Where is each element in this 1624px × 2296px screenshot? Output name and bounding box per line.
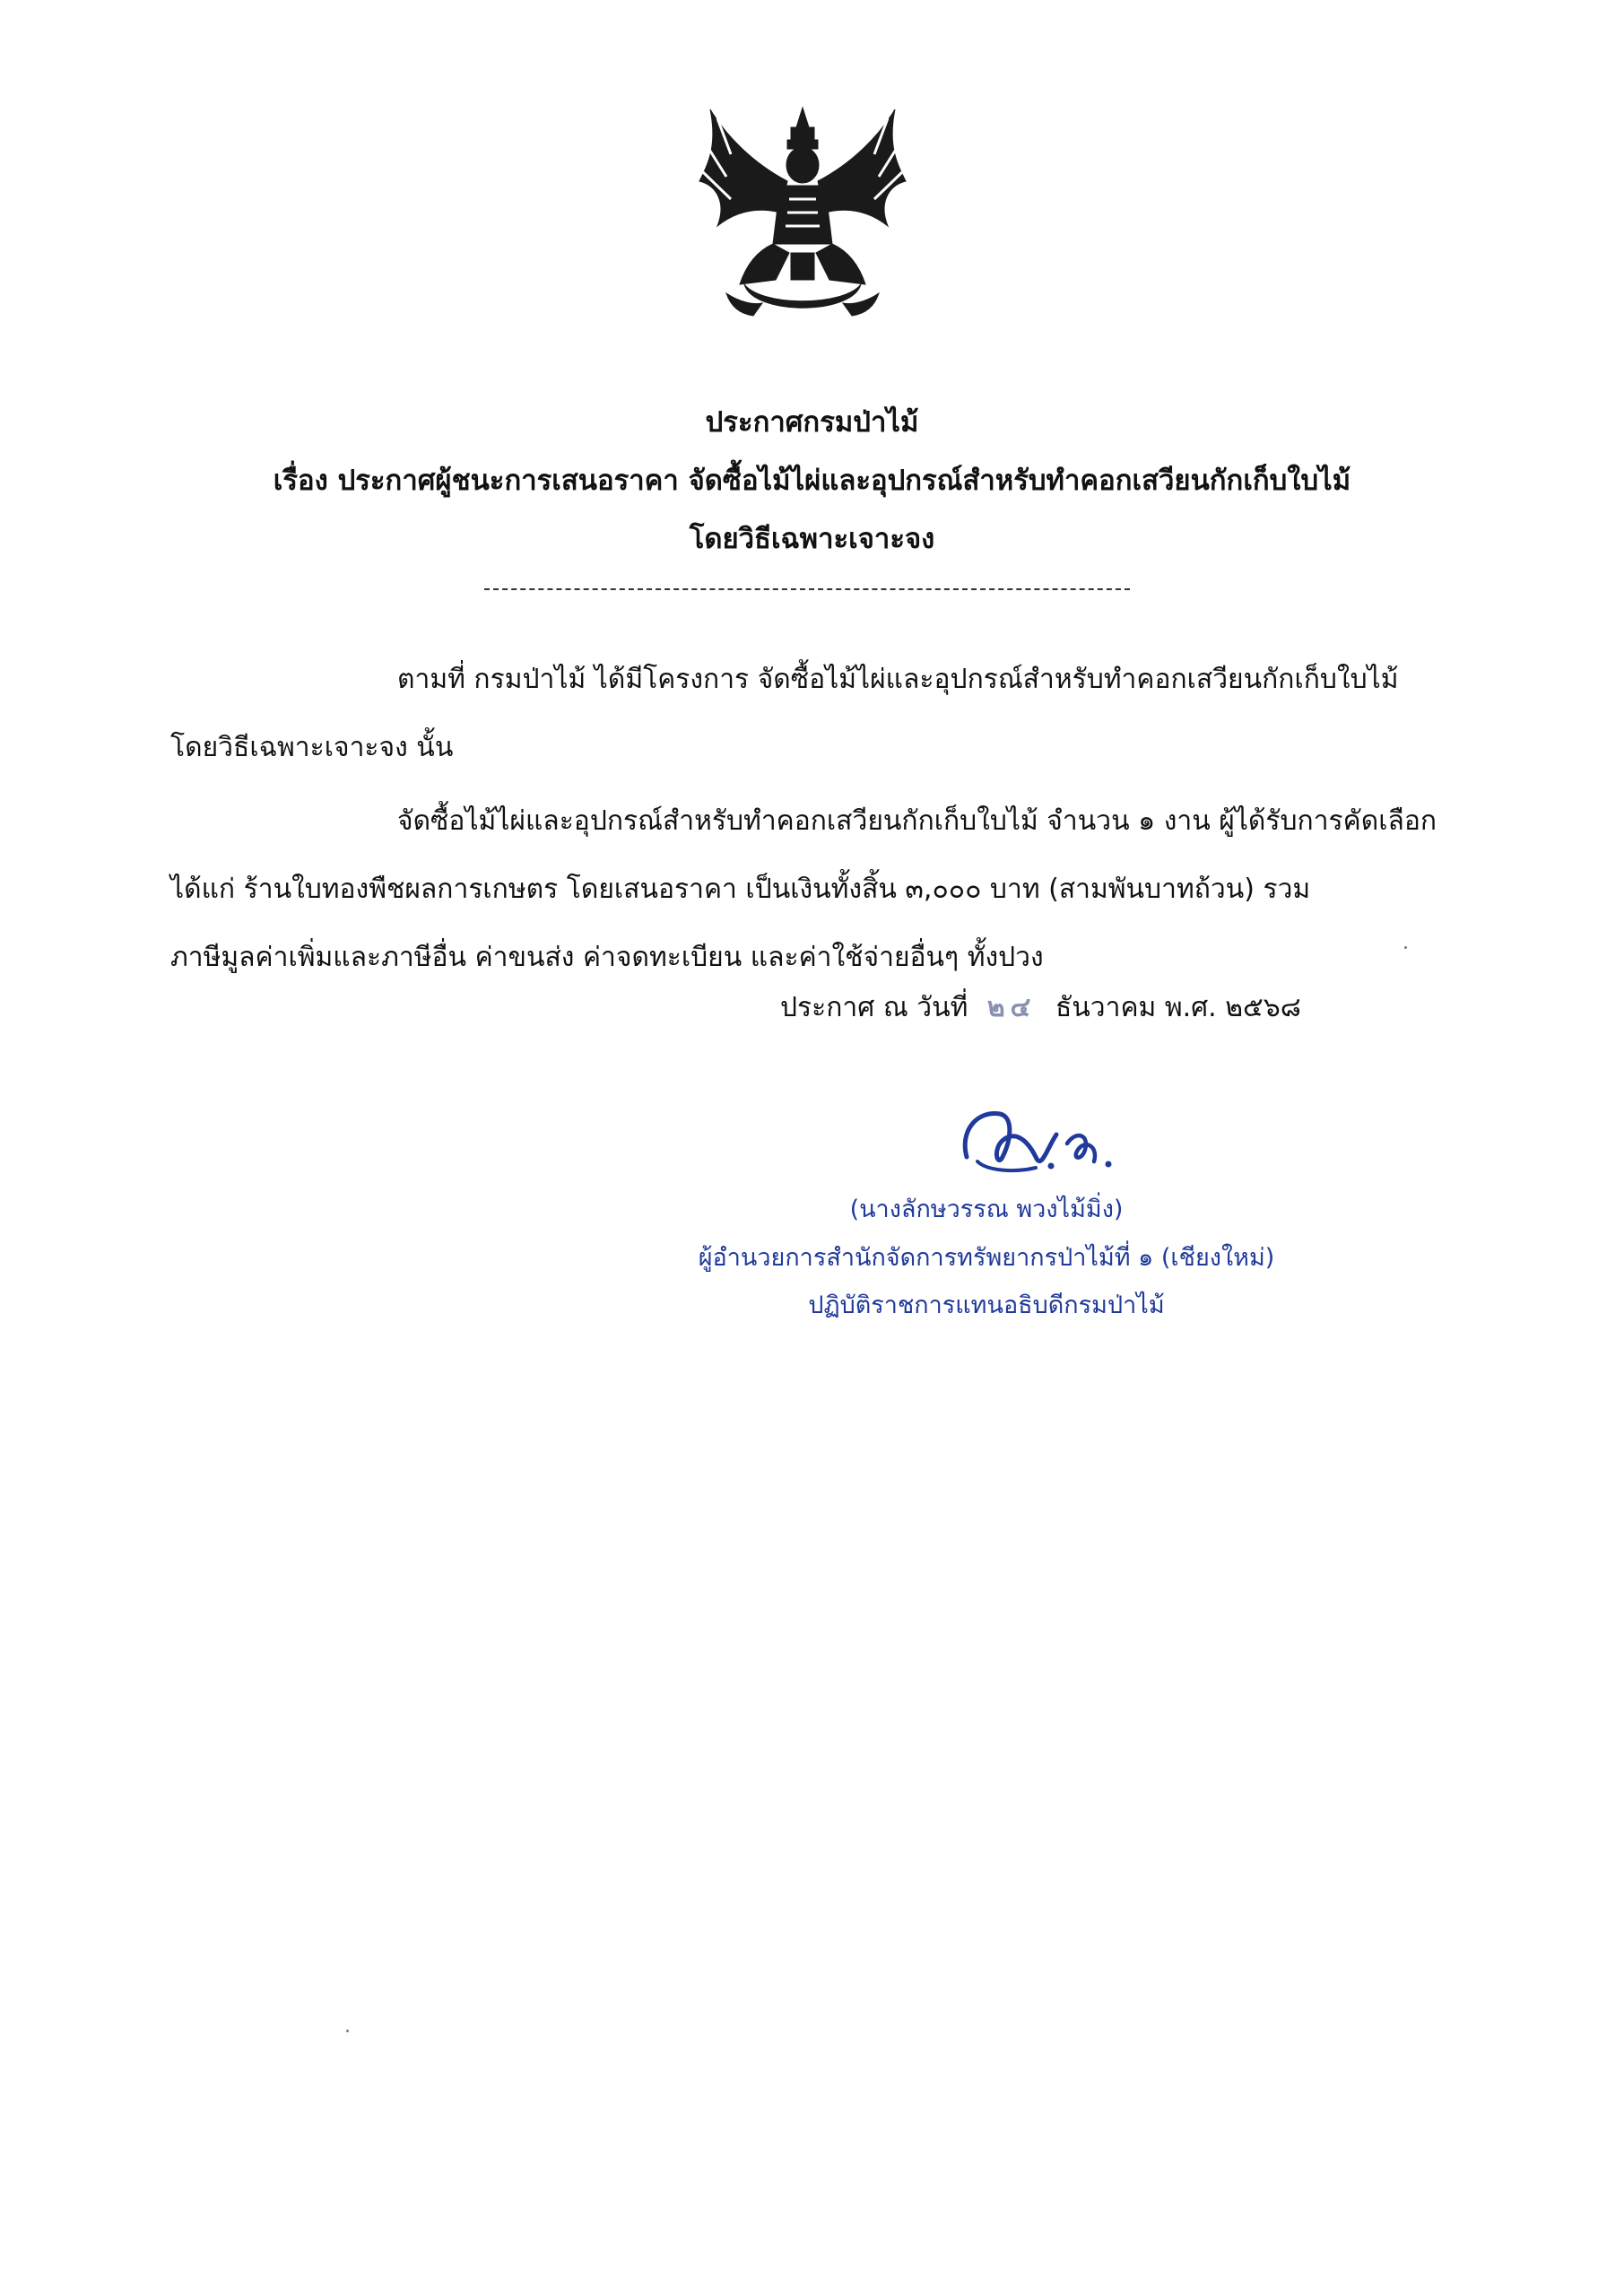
announcement-date bbox=[780, 987, 1301, 1029]
date-prefix: ประกาศ ณ วันที่ bbox=[780, 992, 968, 1023]
paragraph-line: ตามที่ กรมป่าไม้ ได้มีโครงการ จัดซื้อไม้ไผ่และอุปกรณ์สำหรับทำคอกเสวียนกักเก็บใบไม้ bbox=[397, 664, 1399, 695]
signatory-acting: ปฏิบัติราชการแทนอธิบดีกรมป่าไม้ bbox=[808, 1292, 1165, 1319]
handwritten-signature bbox=[951, 1094, 1148, 1193]
announcement-subject: เรื่อง ประกาศผู้ชนะการเสนอราคา จัดซื้อไม้ไผ่และอุปกรณ์สำหรับทำคอกเสวียนกักเก็บใบไม้ bbox=[273, 465, 1351, 497]
paragraph-line: ภาษีมูลค่าเพิ่มและภาษีอื่น ค่าขนส่ง ค่าจดทะเบียน และค่าใช้จ่ายอื่นๆ ทั้งปวง bbox=[170, 942, 1044, 973]
signatory-position: ผู้อำนวยการสำนักจัดการทรัพยากรป่าไม้ที่ ๑ (เชียงใหม่) bbox=[698, 1244, 1275, 1272]
paragraph-winner bbox=[170, 787, 1437, 992]
announcement-title: ประกาศกรมป่าไม้ bbox=[705, 406, 919, 439]
date-day-stamp: ๒๔ bbox=[986, 992, 1037, 1023]
scan-speck bbox=[346, 2030, 349, 2032]
signatory-name: (นางลักษวรรณ พวงไม้มิ่ง) bbox=[849, 1196, 1124, 1223]
date-month-year: ธันวาคม พ.ศ. ๒๕๖๘ bbox=[1055, 992, 1301, 1023]
garuda-emblem-icon bbox=[690, 100, 915, 334]
scan-speck bbox=[1404, 946, 1407, 949]
procurement-method: โดยวิธีเฉพาะเจาะจง bbox=[689, 523, 935, 555]
paragraph-project bbox=[170, 646, 1426, 782]
paragraph-line: ได้แก่ ร้านใบทองพืชผลการเกษตร โดยเสนอราคา เป็นเงินทั้งสิ้น ๓,๐๐๐ บาท (สามพันบาทถ้วน) รวม bbox=[170, 874, 1311, 905]
title-divider bbox=[484, 588, 1130, 590]
paragraph-line: โดยวิธีเฉพาะเจาะจง นั้น bbox=[170, 732, 454, 763]
paragraph-line: จัดซื้อไม้ไผ่และอุปกรณ์สำหรับทำคอกเสวียนกักเก็บใบไม้ จำนวน ๑ งาน ผู้ได้รับการคัดเลือก bbox=[397, 805, 1437, 837]
